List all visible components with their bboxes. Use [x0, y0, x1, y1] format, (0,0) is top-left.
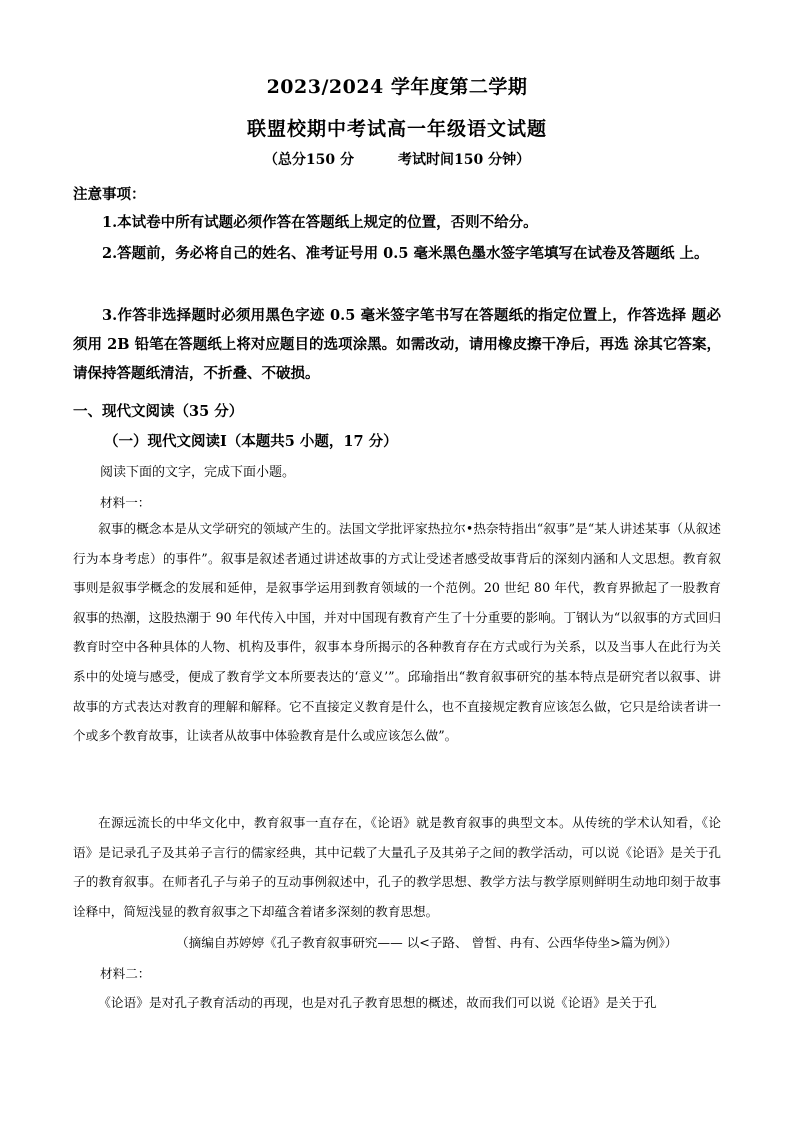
section-heading: 一、现代文阅读（35 分） [73, 403, 244, 420]
exam-title-term: 2023/2024 学年度第二学期 [266, 76, 528, 98]
reading-instruction: 阅读下面的文字，完成下面小题。 [100, 465, 296, 480]
total-score-text: （总分150 分 [263, 152, 354, 168]
section-subheading: （一）现代文阅读Ⅰ（本题共5 小题，17 分） [104, 433, 398, 450]
notice-item-2: 2.答题前，务必将自己的姓名、准考证号用 0.5 毫米黑色墨水签字笔填写在试卷及答题纸 上。 [102, 245, 709, 262]
exam-time-text: 考试时间150 分钟） [398, 152, 531, 168]
material2-first-line: 《论语》是对孔子教育活动的再现，也是对孔子教育思想的概述，故而我们可以说《论语》是关于孔 [98, 995, 657, 1010]
exam-title-main: 联盟校期中考试高一年级语文试题 [246, 118, 547, 140]
notice-item-1: 1.本试卷中所有试题必须作答在答题纸上规定的位置，否则不给分。 [102, 214, 538, 231]
material2-label: 材料二： [100, 966, 151, 981]
notice-item-3: 3.作答非选择题时必须用黑色字迹 0.5 毫米签字笔书写在答题纸的指定位置上，作答选择 题必须用 2B 铅笔在答题纸上将对应题目的选项涂黑。如需改动，请用橡皮擦干净后，再选 涂其它答案，请保持答题纸清洁，不折叠、不破损。 [73, 307, 721, 382]
notice-heading: 注意事项： [73, 186, 146, 203]
material1-source: （摘编自苏婷婷《孔子教育叙事研究—— 以<子路、 曾皙、冉有、公西华侍坐>篇为例》） [176, 935, 678, 950]
material1-paragraph-2: 在源远流长的中华文化中，教育叙事一直存在，《论语》就是教育叙事的典型文本。从传统的学术认知看，《论语》是记录孔子及其弟子言行的儒家经典，其中记载了大量孔子及其弟子之间的教学活动，可以说《论语》是关于孔子的教育叙事。在师者孔子与弟子的互动事例叙述中，孔子的教学思想、教学方法与教学原则鲜明生动地印刻于故事诠释中，简短浅显的教育叙事之下却蕴含着诸多深刻的教育思想。 [73, 815, 721, 919]
exam-subtitle [0, 149, 794, 169]
material1-paragraph-1: 叙事的概念本是从文学研究的领域产生的。法国文学批评家热拉尔•热奈特指出“叙事”是“某人讲述某事（从叙述行为本身考虑）的事件”。叙事是叙述者通过讲述故事的方式让受述者感受故事背后的深刻内涵和人文思想。教育叙事则是叙事学概念的发展和延伸，是叙事学运用到教育领域的一个范例。20 世纪 80 年代，教育界掀起了一股教育叙事的热潮，这股热潮于 90 年代传入中国，并对中国现有教育产生了十分重要的影响。丁钢认为“以叙事的方式回归教育时空中各种具体的人物、机构及事件，叙事本身所揭示的各种教育存在方式或行为关系，以及当事人在此行为关系中的处境与感受，便成了教育学文本所要表达的‘意义’”。邱瑜指出“教育叙事研究的基本特点是研究者以叙事、讲故事的方式表达对教育的理解和解释。它不直接定义教育是什么，也不直接规定教育应该怎么做，它只是给读者讲一个或多个教育故事，让读者从故事中体验教育是什么或应该怎么做”。 [73, 521, 721, 744]
material1-label: 材料一： [100, 495, 151, 510]
